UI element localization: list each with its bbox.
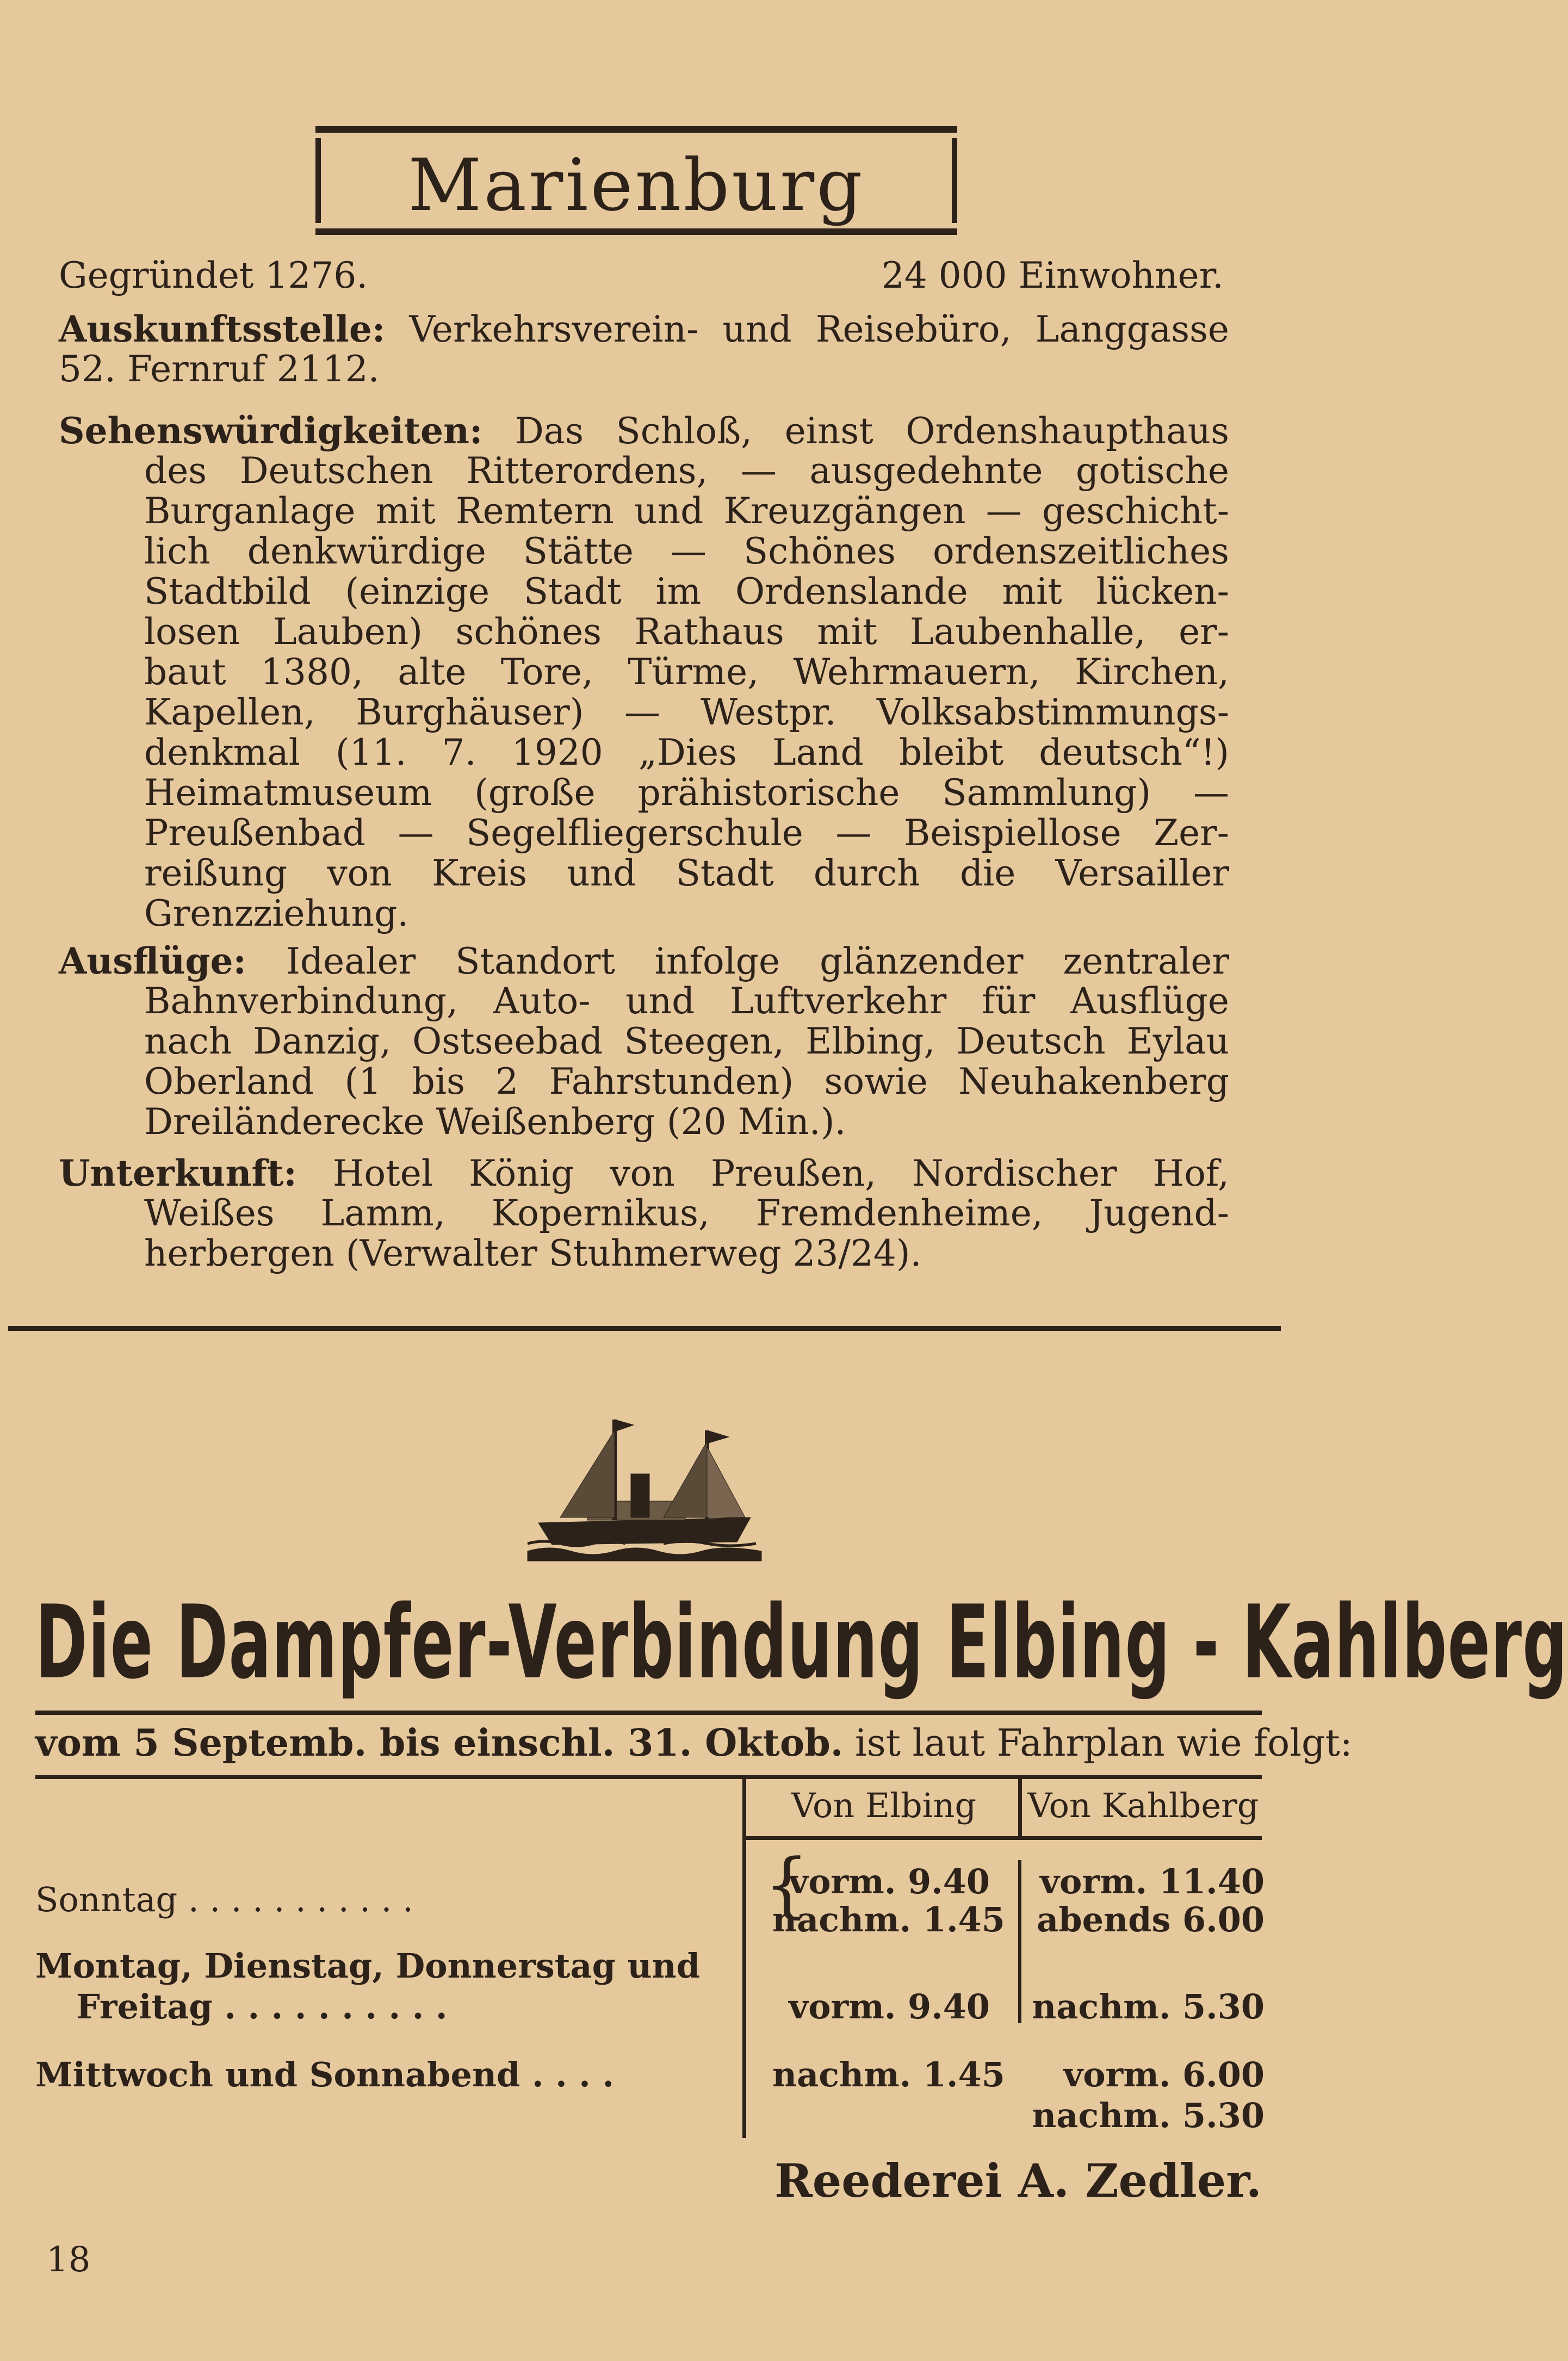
lodging-label: Unterkunft: (59, 1152, 297, 1194)
row-day-friday: Freitag . . . . . . . . . . (76, 1987, 448, 2027)
sunday-elbing-1: vorm. 9.40 (789, 1862, 990, 1901)
period-bold: vom 5 Septemb. bis einschl. 31. Oktob. (35, 1721, 844, 1765)
lodging-first-text: Hotel König von Preußen, Nordischer Hof, (332, 1152, 1230, 1194)
population-text: 24 000 Einwohner. (881, 255, 1224, 296)
section-divider (8, 1326, 1281, 1331)
col-header-kahlberg: Von Kahlberg (1027, 1786, 1259, 1825)
wed-sat-kahlberg-1: vorm. 6.00 (1063, 2055, 1265, 2094)
excursions-line: nach Danzig, Ostseebad Steegen, Elbing, Deutsch Eylau (144, 1020, 1229, 1062)
sunday-kahlberg-2: abends 6.00 (1037, 1900, 1265, 1939)
excursions-line: Oberland (1 bis 2 Fahrstunden) sowie Neuhakenberg (144, 1061, 1229, 1102)
page-title: Marienburg (408, 144, 865, 227)
sights-line: losen Lauben) schönes Rathaus mit Laubenhalle, er- (144, 611, 1229, 653)
sights-line: Preußenbad — Segelfliegerschule — Beispiellose Zer- (144, 812, 1229, 854)
sights-line-1 (59, 411, 1229, 451)
sights-line: Kapellen, Burghäuser) — Westpr. Volksabstimmungs- (144, 691, 1229, 733)
ad-headline: Die Dampfer-Verbindung Elbing - Kahlberg (35, 1583, 1568, 1701)
wed-sat-kahlberg-2: nachm. 5.30 (1032, 2096, 1265, 2135)
title-box (315, 126, 957, 235)
period-rule (35, 1775, 1262, 1779)
sights-line: baut 1380, alte Tore, Türme, Wehrmauern, Kirchen, (144, 651, 1229, 693)
period-rest: ist laut Fahrplan wie folgt: (843, 1722, 1353, 1765)
wed-sat-elbing: nachm. 1.45 (772, 2055, 1005, 2094)
sights-line: Stadtbild (einzige Stadt im Ordenslande mit lücken- (144, 571, 1229, 612)
sights-label: Sehenswürdigkeiten: (59, 410, 483, 452)
table-middle-divider (1018, 1860, 1021, 2023)
excursions-line-last: Dreiländerecke Weißenberg (20 Min.). (144, 1101, 846, 1143)
lodging-line-1 (59, 1153, 1229, 1194)
lodging-line: Weißes Lamm, Kopernikus, Fremdenheime, Jugend- (144, 1192, 1229, 1234)
info-line-1 (59, 309, 1229, 350)
sights-line: des Deutschen Ritterordens, — ausgedehnte gotische (144, 450, 1229, 492)
sights-line: Heimatmuseum (große prähistorische Sammlung) — (144, 772, 1229, 814)
sunday-elbing-2: nachm. 1.45 (772, 1900, 1005, 1939)
info-line-2: 52. Fernruf 2112. (59, 348, 380, 390)
table-header-rule (746, 1836, 1262, 1840)
excursions-label: Ausflüge: (59, 940, 246, 982)
table-left-divider (742, 1779, 746, 2138)
headline-rule (35, 1711, 1262, 1715)
info-label: Auskunftsstelle: (59, 308, 386, 350)
row-day-wed-sat: Mittwoch und Sonnabend . . . . (35, 2055, 615, 2094)
sights-line: lich denkwürdige Stätte — Schönes ordenszeitliches (144, 530, 1229, 572)
sights-line: Burganlage mit Remtern und Kreuzgängen — geschicht- (144, 490, 1229, 532)
sights-line: denkmal (11. 7. 1920 „Dies Land bleibt deutsch“!) (144, 732, 1229, 773)
page-number: 18 (46, 2240, 91, 2280)
weekday-elbing: vorm. 9.40 (789, 1987, 990, 2027)
steamship-icon (528, 1409, 761, 1561)
founded-text: Gegründet 1276. (59, 255, 368, 296)
sights-line-last: Grenzziehung. (144, 893, 409, 934)
excursions-first-text: Idealer Standort infolge glänzender zentraler (286, 940, 1229, 982)
excursions-line: Bahnverbindung, Auto- und Luftverkehr für Ausflüge (144, 980, 1229, 1022)
sunday-kahlberg-1: vorm. 11.40 (1040, 1862, 1265, 1901)
company-name: Reederei A. Zedler. (774, 2154, 1262, 2208)
period-line (35, 1723, 1353, 1764)
sights-first-text: Das Schloß, einst Ordenshaupthaus (515, 410, 1229, 452)
table-header-divider (1018, 1779, 1022, 1839)
sights-line: reißung von Kreis und Stadt durch die Versailler (144, 852, 1229, 894)
info-text-1: Verkehrsverein- und Reisebüro, Langgasse (409, 308, 1229, 350)
col-header-elbing: Von Elbing (791, 1786, 977, 1825)
excursions-line-1 (59, 941, 1229, 982)
row-day-weekdays: Montag, Dienstag, Donnerstag und (35, 1946, 701, 1986)
row-day-sunday: Sonntag . . . . . . . . . . . (35, 1880, 413, 1919)
weekday-kahlberg: nachm. 5.30 (1032, 1987, 1265, 2027)
lodging-line-last: herbergen (Verwalter Stuhmerweg 23/24). (144, 1232, 922, 1274)
brace: { (764, 1843, 809, 1926)
